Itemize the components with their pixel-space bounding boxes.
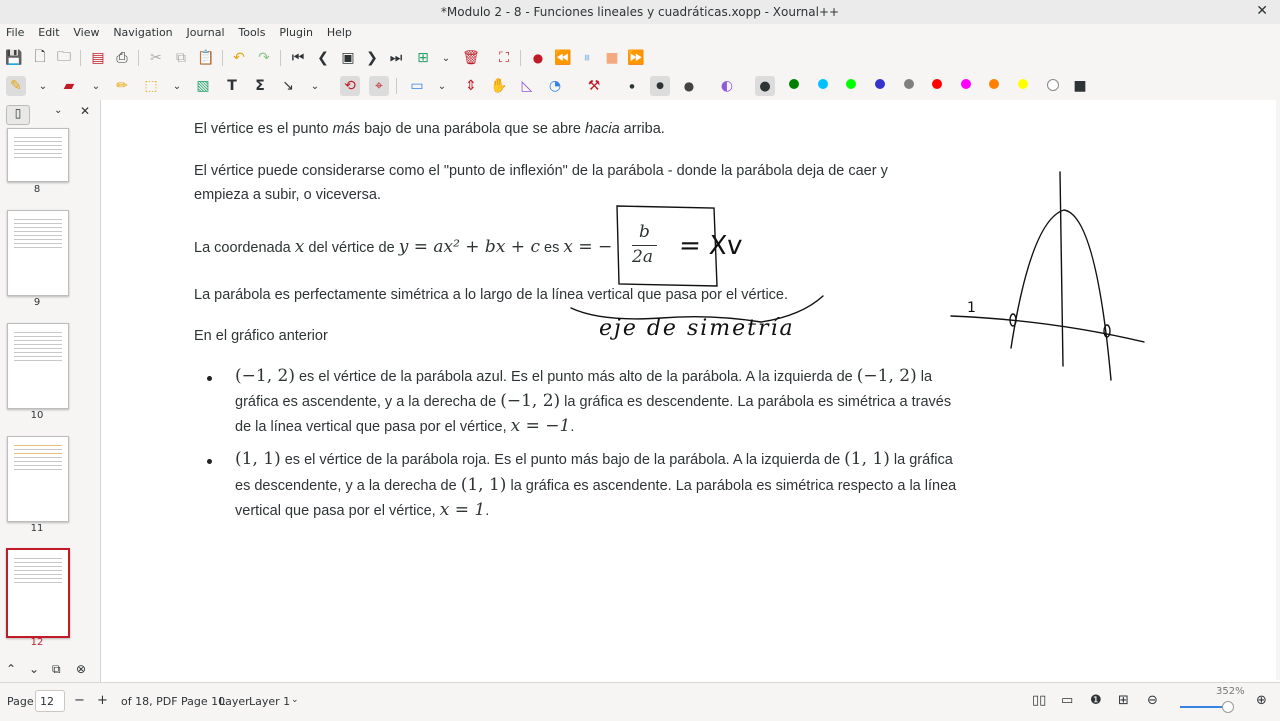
medium-stroke-icon[interactable]: ● <box>650 76 670 96</box>
color-swatch-8[interactable] <box>1018 79 1028 89</box>
zoom-fit-icon[interactable]: ⊞ <box>1118 693 1129 708</box>
delete-page-icon[interactable]: ⊗ <box>76 662 87 676</box>
cut-icon[interactable]: ✂ <box>150 50 162 66</box>
menu-plugin[interactable]: Plugin <box>279 26 313 39</box>
fraction-denominator: 2a <box>632 247 653 267</box>
rewind-icon[interactable]: ⏪ <box>554 50 572 66</box>
zoom-100-icon[interactable]: ❶ <box>1090 693 1102 708</box>
chevron-down-icon[interactable]: ⌄ <box>172 80 182 92</box>
status-bar <box>0 682 1280 721</box>
chevron-down-icon[interactable]: ⌄ <box>310 80 320 92</box>
paragraph-inflection-line1: El vértice puede considerarse como el "punto de inflexión" de la parábola - donde la parábola deja de caer y <box>194 163 888 179</box>
color-swatch-0[interactable] <box>789 79 799 89</box>
ink-axis-horizontal <box>951 316 1144 342</box>
menu-file[interactable]: File <box>6 26 25 39</box>
menu-help[interactable]: Help <box>326 26 352 39</box>
paste-icon[interactable]: 📋 <box>197 50 215 66</box>
zoom-in-icon[interactable]: ⊕ <box>1256 693 1267 708</box>
sidebar-footer <box>0 658 100 682</box>
math-span: (1, 1) <box>235 449 281 469</box>
goto-page-icon[interactable]: ▣ <box>341 50 355 66</box>
fill-icon[interactable]: ◐ <box>720 78 734 94</box>
text-span: la <box>916 369 933 385</box>
page-thumbnail-8[interactable] <box>7 128 69 182</box>
page-number-input[interactable]: 12 <box>35 690 65 712</box>
page-thumbnail-9[interactable] <box>7 210 69 296</box>
text-span: . <box>485 503 490 519</box>
text-span: del vértice de <box>304 240 399 256</box>
paragraph-previous-graph: En el gráfico anterior <box>194 328 328 344</box>
previous-page-icon[interactable]: ❮ <box>317 50 329 66</box>
zoom-level: 352% <box>1216 686 1245 697</box>
page-thumbnail-12[interactable] <box>6 548 70 638</box>
close-icon[interactable]: ✕ <box>1256 3 1268 19</box>
first-page-icon[interactable]: ⏮ <box>291 50 305 66</box>
chevron-down-icon[interactable]: ⌄ <box>38 80 48 92</box>
fraction-numerator: b <box>639 222 650 242</box>
color-swatch-2[interactable] <box>846 79 856 89</box>
copy-page-icon[interactable]: ⧉ <box>52 662 61 676</box>
color-black-swatch[interactable]: ● <box>755 76 775 96</box>
page-preview-sidebar <box>0 100 101 682</box>
tools-toolbar <box>0 72 1280 100</box>
ink-tick-label: 1 <box>967 300 976 316</box>
latex-icon[interactable]: Σ <box>255 78 265 94</box>
text-span: La coordenada <box>194 240 295 256</box>
page-thumbnail-10[interactable] <box>7 323 69 409</box>
title-bar <box>0 0 1280 25</box>
shape-icon[interactable]: ↘ <box>282 78 294 94</box>
text-span: es el vértice de la parábola roja. Es el punto más bajo de la parábola. A la izquierda de <box>280 452 845 468</box>
ink-root-right <box>1104 325 1110 337</box>
window-title: *Modulo 2 - 8 - Funciones lineales y cuadráticas.xopp - Xournal++ <box>440 5 840 19</box>
color-swatch-7[interactable] <box>989 79 999 89</box>
page-thumbnail-11[interactable] <box>7 436 69 522</box>
text-span: vertical que pasa por el vértice, <box>235 503 440 519</box>
shape-recognizer-icon[interactable]: ⟲ <box>340 76 360 96</box>
last-page-icon[interactable]: ⏭ <box>389 50 403 66</box>
vertical-scrollbar[interactable] <box>1276 100 1280 680</box>
zoom-slider-knob[interactable] <box>1222 701 1234 713</box>
fullscreen-icon[interactable]: ⛶ <box>499 50 509 66</box>
print-icon[interactable]: ⎙ <box>116 50 128 66</box>
undo-icon[interactable]: ↶ <box>233 50 245 66</box>
zoom-out-icon[interactable]: ⊖ <box>1147 693 1158 708</box>
export-pdf-icon[interactable]: ▤ <box>91 50 105 66</box>
text-span: la gráfica es ascendente. La parábola es simétrica respecto a la línea <box>506 478 957 494</box>
pause-icon[interactable]: ⏸ <box>583 50 591 66</box>
ink-axis-label: eje de simetría <box>599 316 795 341</box>
ink-xv-text: = Xv <box>677 231 744 261</box>
menu-edit[interactable]: Edit <box>38 26 60 39</box>
insert-page-icon[interactable]: ⊞ <box>417 50 429 66</box>
chevron-down-icon[interactable]: ⌄ <box>29 662 40 676</box>
math-span: y = ax² + bx + c <box>398 237 540 257</box>
page-label: Page <box>7 695 34 708</box>
new-page-icon[interactable]: 🗋 <box>34 49 46 65</box>
text-span: la gráfica <box>889 452 953 468</box>
open-icon[interactable]: 🗀 <box>57 49 71 65</box>
copy-icon[interactable]: ⧉ <box>176 50 186 66</box>
layer-label: Layer <box>219 695 250 708</box>
math-span: (1, 1) <box>844 449 890 469</box>
page-number-8: 8 <box>33 184 41 195</box>
select-icon[interactable]: ⬚ <box>144 78 158 94</box>
compass-icon[interactable]: ◔ <box>548 78 562 94</box>
ruler-snap-icon[interactable]: ⌖ <box>369 76 389 96</box>
menu-tools[interactable]: Tools <box>238 26 266 39</box>
presentation-icon[interactable]: ▭ <box>1061 693 1074 708</box>
paragraph-symmetry: La parábola es perfectamente simétrica a lo largo de la línea vertical que pasa por el vértice. <box>194 287 789 303</box>
text-span: El vértice es el punto <box>194 121 333 137</box>
menu-journal[interactable]: Journal <box>186 26 225 39</box>
menu-view[interactable]: View <box>73 26 100 39</box>
ink-axis-vertical <box>1060 172 1063 366</box>
text-span: es <box>539 240 564 256</box>
record-icon[interactable]: ● <box>532 51 544 65</box>
menu-bar <box>0 24 1280 44</box>
color-swatch-9[interactable] <box>1047 79 1059 91</box>
ink-annotations[interactable] <box>101 100 1276 680</box>
math-span: x = 1 <box>439 500 486 520</box>
chevron-down-icon[interactable]: ⌄ <box>291 695 299 705</box>
math-span: (1, 1) <box>460 475 507 495</box>
chevron-down-icon[interactable]: ⌄ <box>91 80 101 92</box>
layer-select[interactable]: Layer 1 <box>249 695 291 708</box>
thick-stroke-icon[interactable]: ● <box>683 79 695 93</box>
thin-stroke-icon[interactable]: ● <box>629 82 635 90</box>
main-toolbar <box>0 44 1280 72</box>
math-span: (−1, 2) <box>235 366 295 386</box>
text-span: es descendente, y a la derecha de <box>235 478 461 494</box>
text-span: más <box>332 121 361 137</box>
color-swatch-1[interactable] <box>818 79 828 89</box>
color-swatch-4[interactable] <box>904 79 914 89</box>
page-of-label: of 18, PDF Page 10 <box>121 695 226 708</box>
stop-icon[interactable]: ■ <box>605 50 619 66</box>
text-span: es el vértice de la parábola azul. Es el punto más alto de la parábola. A la izquierda de <box>294 369 857 385</box>
close-sidebar-icon[interactable]: ✕ <box>80 104 91 118</box>
page-number-10: 10 <box>30 410 44 421</box>
chevron-down-icon[interactable]: ⌄ <box>54 105 63 116</box>
hand-icon[interactable]: ✋ <box>490 78 508 94</box>
delete-page-icon[interactable]: 🗑 <box>462 50 480 66</box>
document-page[interactable] <box>101 100 1276 680</box>
color-swatch-6[interactable] <box>961 79 971 89</box>
highlighter-icon[interactable]: ✏ <box>116 78 128 94</box>
text-span: gráfica es ascendente, y a la derecha de <box>235 394 501 410</box>
text-span: hacia <box>584 121 620 137</box>
text-span: de la línea vertical que pasa por el vértice, <box>235 419 511 435</box>
math-span: x = − <box>563 237 613 257</box>
page-number-12: 12 <box>30 637 44 648</box>
redo-icon[interactable]: ↷ <box>258 50 270 66</box>
image-icon[interactable]: ▧ <box>196 78 210 94</box>
increment-page-button[interactable]: + <box>97 693 108 708</box>
chevron-up-icon[interactable]: ⌃ <box>6 662 17 676</box>
custom-color-icon[interactable]: ■ <box>1073 78 1087 94</box>
text-span: la gráfica es descendente. La parábola es simétrica a través <box>560 394 952 410</box>
math-span: x = −1 <box>510 416 571 436</box>
sidebar-header <box>0 100 100 128</box>
math-span: (−1, 2) <box>500 391 561 411</box>
fast-forward-icon[interactable]: ⏩ <box>627 50 645 66</box>
setsquare-icon[interactable]: ◺ <box>521 78 533 94</box>
page-number-9: 9 <box>33 297 41 308</box>
page-number-11: 11 <box>30 523 44 534</box>
text-span: bajo de una parábola que se abre <box>360 121 585 137</box>
menu-navigation[interactable]: Navigation <box>113 26 173 39</box>
floating-toolbox-icon[interactable]: ⚒ <box>587 78 601 94</box>
text-span: arriba. <box>619 121 665 137</box>
page-layout-icon[interactable]: ▯ <box>6 105 30 125</box>
eraser-icon[interactable]: ▰ <box>63 78 75 94</box>
dual-page-icon[interactable]: ▯▯ <box>1032 693 1047 708</box>
text-icon[interactable]: T <box>227 78 237 94</box>
paragraph-inflection-line2: empieza a subir, o viceversa. <box>194 187 381 203</box>
rectangle-icon[interactable]: ▭ <box>410 78 424 94</box>
vertical-space-icon[interactable]: ⇕ <box>465 78 477 94</box>
math-span: (−1, 2) <box>856 366 917 386</box>
color-swatch-3[interactable] <box>875 79 885 89</box>
save-icon[interactable]: 💾 <box>5 50 23 66</box>
decrement-page-button[interactable]: − <box>74 693 85 708</box>
math-span: x <box>294 237 305 257</box>
text-span: . <box>570 419 575 435</box>
chevron-down-icon[interactable]: ⌄ <box>441 52 451 64</box>
next-page-icon[interactable]: ❯ <box>366 50 378 66</box>
pen-icon[interactable]: ✎ <box>6 76 26 96</box>
color-swatch-5[interactable] <box>932 79 942 89</box>
chevron-down-icon[interactable]: ⌄ <box>437 80 447 92</box>
